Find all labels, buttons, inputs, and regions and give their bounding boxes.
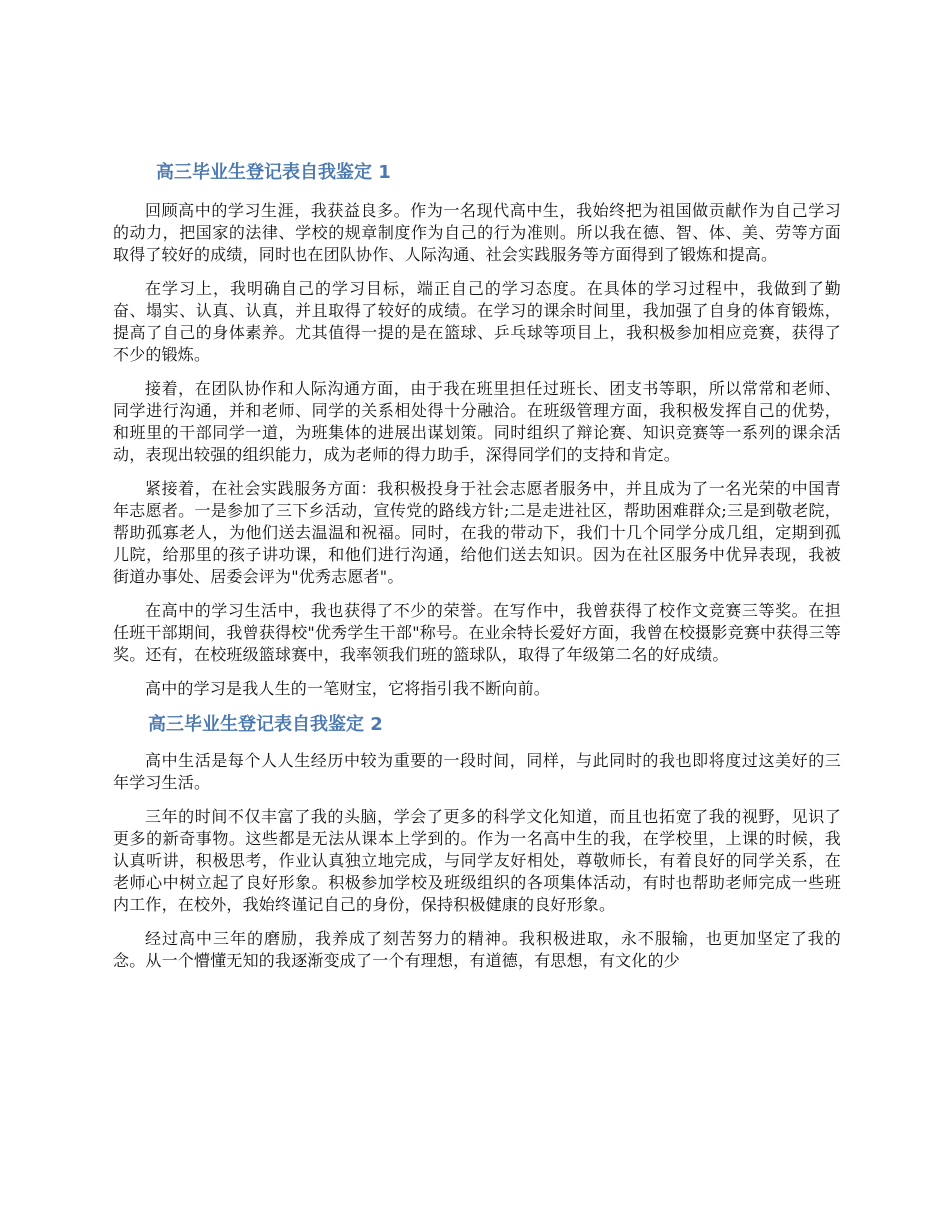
- section-2-paragraph-2: 三年的时间不仅丰富了我的头脑，学会了更多的科学文化知道，而且也拓宽了我的视野，见识了更多的新奇事物。这些都是无法从课本上学到的。作为一名高中生的我，在学校里，上课的时候，我认真听讲，积极思考，作业认真独立地完成，与同学友好相处，尊敬师长，有着良好的同学关系，在老师心中树立起了良好形象。积极参加学校及班级组织的各项集体活动，有时也帮助老师完成一些班内工作，在校外，我始终谨记自己的身份，保持积极健康的良好形象。: [113, 807, 841, 914]
- section-1-paragraph-4: 紧接着，在社会实践服务方面：我积极投身于社会志愿者服务中，并且成为了一名光荣的中国青年志愿者。一是参加了三下乡活动，宣传党的路线方针;二是走进社区，帮助困难群众;三是到敬老院，帮助孤寡老人，为他们送去温温和祝福。同时，在我的带动下，我们十几个同学分成几组，定期到孤儿院，给那里的孩子讲功课，和他们进行沟通，给他们送去知识。因为在社区服务中优异表现，我被街道办事处、居委会评为"优秀志愿者"。: [113, 479, 841, 586]
- section-2-paragraph-3: 经过高中三年的磨励，我养成了刻苦努力的精神。我积极进取，永不服输，也更加坚定了我的念。从一个懵懂无知的我逐渐变成了一个有理想，有道德，有思想，有文化的少: [113, 929, 841, 970]
- section-1-paragraph-2: 在学习上，我明确自己的学习目标，端正自己的学习态度。在具体的学习过程中，我做到了勤奋、塌实、认真、认真，并且取得了较好的成绩。在学习的课余时间里，我加强了自身的体育锻炼，提高了自己的身体素养。尤其值得一提的是在篮球、乒乓球等项目上，我积极参加相应竞赛，获得了不少的锻炼。: [113, 279, 841, 364]
- section-1-title: 高三毕业生登记表自我鉴定 1: [156, 162, 391, 183]
- section-1-paragraph-5: 在高中的学习生活中，我也获得了不少的荣誉。在写作中，我曾获得了校作文竞赛三等奖。在担任班干部期间，我曾获得校"优秀学生干部"称号。在业余特长爱好方面，我曾在校摄影竞赛中获得三等奖。还有，在校班级篮球赛中，我率领我们班的篮球队，取得了年级第二名的好成绩。: [113, 601, 841, 664]
- section-2-paragraph-1: 高中生活是每个人人生经历中较为重要的一段时间，同样，与此同时的我也即将度过这美好的三年学习生活。: [113, 751, 841, 792]
- section-1-paragraph-1: 回顾高中的学习生涯，我获益良多。作为一名现代高中生，我始终把为祖国做贡献作为自己学习的动力，把国家的法律、学校的规章制度作为自己的行为准则。所以我在德、智、体、美、劳等方面取得了较好的成绩，同时也在团队协作、人际沟通、社会实践服务等方面得到了锻炼和提高。: [113, 201, 841, 264]
- section-2-title: 高三毕业生登记表自我鉴定 2: [148, 714, 383, 735]
- section-1-paragraph-6: 高中的学习是我人生的一笔财宝，它将指引我不断向前。: [145, 679, 551, 698]
- section-1-paragraph-3: 接着，在团队协作和人际沟通方面，由于我在班里担任过班长、团支书等职，所以常常和老师、同学进行沟通，并和老师、同学的关系相处得十分融洽。在班级管理方面，我积极发挥自己的优势，和班里的干部同学一道，为班集体的进展出谋划策。同时组织了辩论赛、知识竞赛等一系列的课余活动，表现出较强的组织能力，成为老师的得力助手，深得同学们的支持和肯定。: [113, 379, 841, 464]
- document-page: [113, 160, 841, 984]
